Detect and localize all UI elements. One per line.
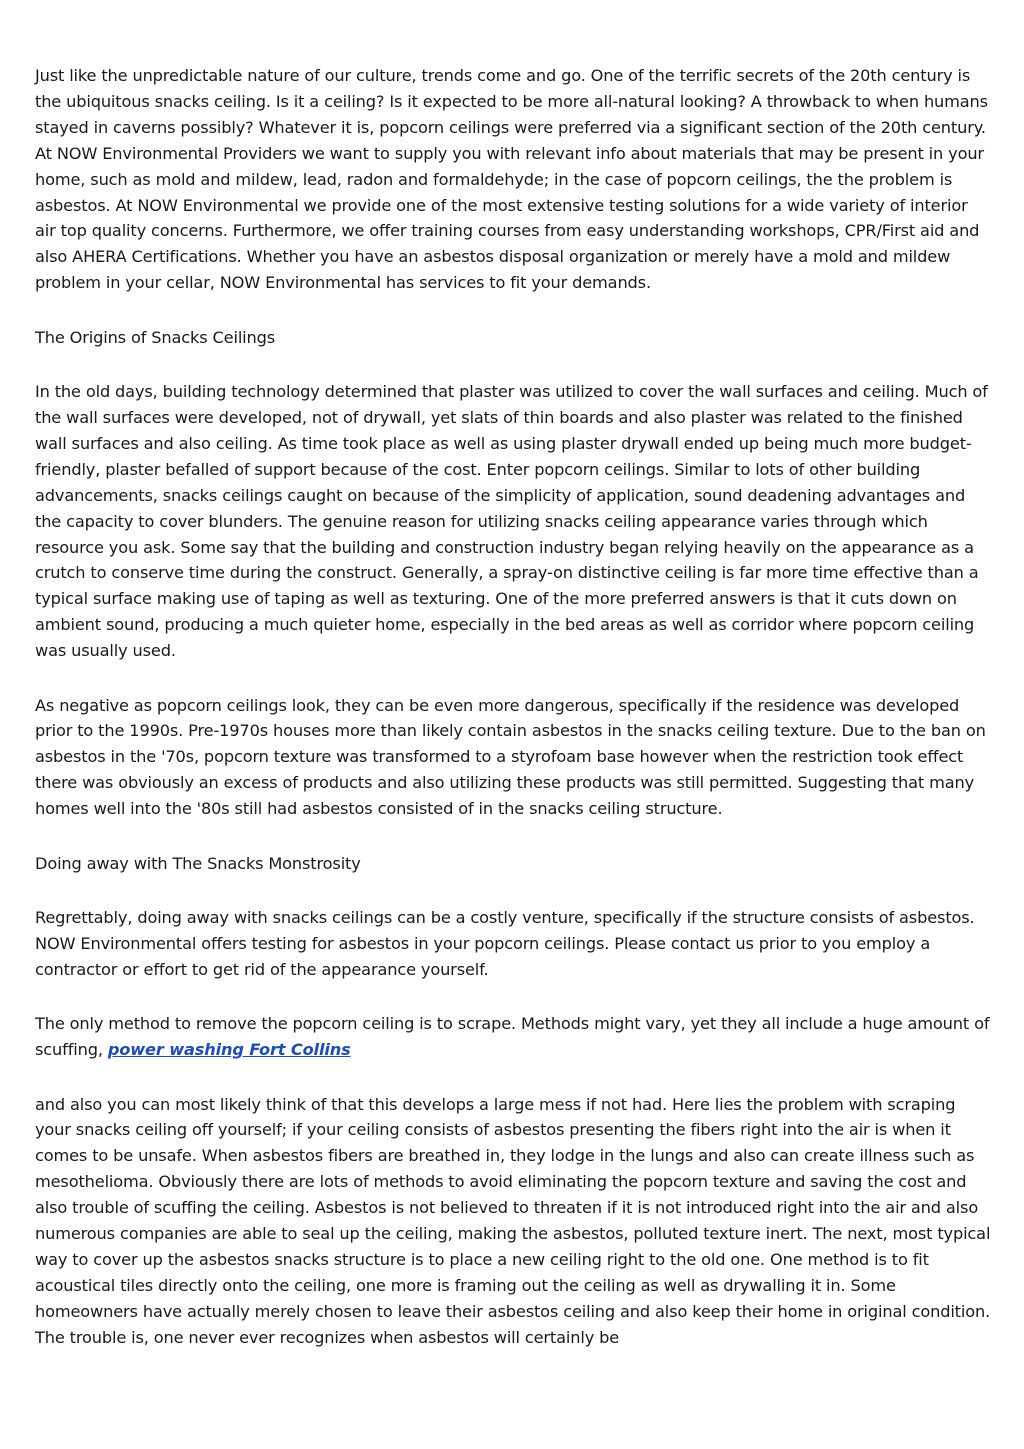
document-page — [35, 63, 993, 1379]
paragraph-asbestos-handling: and also you can most likely think of that this develops a large mess if not had. Here lies the problem with scraping your snacks ceiling off yourself; if your ceiling consists of asbestos presenting the fibers right into the air is when it comes to be unsafe. When asbestos fibers are breathed in, they lodge in the lungs and also can create illness such as mesothelioma. Obviously there are lots of methods to avoid eliminating the popcorn texture and saving the cost and also trouble of scuffing the ceiling. Asbestos is not believed to threaten if it is not introduced right into the air and also numerous companies are able to seal up the ceiling, making the asbestos, polluted texture inert. The next, most typical way to cover up the asbestos snacks structure is to place a new ceiling right to the old one. One method is to fit acoustical tiles directly onto the ceiling, one more is framing out the ceiling as well as drywalling it in. Some homeowners have actually merely chosen to leave their asbestos ceiling and also keep their home in original condition. The trouble is, one never ever recognizes when asbestos will certainly be — [35, 1094, 991, 1347]
paragraph-intro: Just like the unpredictable nature of our culture, trends come and go. One of the terrific secrets of the 20th century is the ubiquitous snacks ceiling. Is it a ceiling? Is it expected to be more all-natural looking? A throwback to when humans stayed in caverns possibly? Whatever it is, popcorn ceilings were preferred via a significant section of the 20th century. At NOW Environmental Providers we want to supply you with relevant info about materials that may be present in your home, such as mold and mildew, lead, radon and formaldehyde; in the case of popcorn ceilings, the the problem is asbestos. At NOW Environmental we provide one of the most extensive testing solutions for a wide variety of interior air top quality concerns. Furthermore, we offer training courses from easy understanding workshops, CPR/First aid and also AHERA Certifications. Whether you have an asbestos disposal organization or merely have a mold and mildew problem in your cellar, NOW Environmental has services to fit your demands. — [35, 66, 988, 293]
paragraph-removal-cost: Regrettably, doing away with snacks ceilings can be a costly venture, specifically if the structure consists of asbestos. NOW Environmental offers testing for asbestos in your popcorn ceilings. Please contact us prior to you employ a contractor or effort to get rid of the appearance yourself. — [35, 907, 975, 979]
paragraph-scraping-text: The only method to remove the popcorn ceiling is to scrape. Methods might vary, yet they all include a huge amount of scuffing, — [35, 1014, 990, 1060]
paragraph-scraping — [35, 1011, 993, 1063]
section-heading-removal: Doing away with The Snacks Monstrosity — [35, 853, 361, 873]
power-washing-link[interactable]: power washing Fort Collins — [107, 1040, 351, 1060]
section-heading-origins: The Origins of Snacks Ceilings — [35, 327, 276, 347]
paragraph-dangers: As negative as popcorn ceilings look, they can be even more dangerous, specifically if the residence was developed prior to the 1990s. Pre-1970s houses more than likely contain asbestos in the snacks ceiling texture. Due to the ban on asbestos in the '70s, popcorn texture was transformed to a styrofoam base however when the restriction took effect there was obviously an excess of products and also utilizing these products was still permitted. Suggesting that many homes well into the '80s still had asbestos consisted of in the snacks ceiling structure. — [35, 695, 986, 819]
paragraph-origins: In the old days, building technology determined that plaster was utilized to cover the wall surfaces and ceiling. Much of the wall surfaces were developed, not of drywall, yet slats of thin boards and also plaster was related to the finished wall surfaces and also ceiling. As time took place as well as using plaster drywall ended up being much more budget-friendly, plaster befalled of support because of the cost. Enter popcorn ceilings. Similar to lots of other building advancements, snacks ceilings caught on because of the simplicity of application, sound deadening advantages and the capacity to cover blunders. The genuine reason for utilizing snacks ceiling appearance varies through which resource you ask. Some say that the building and construction industry began relying heavily on the appearance as a crutch to conserve time during the construct. Generally, a spray-on distinctive ceiling is far more time effective than a typical surface making use of taping as well as texturing. One of the more preferred answers is that it cuts down on ambient sound, producing a much quieter home, especially in the bed areas as well as corridor where popcorn ceiling was usually used. — [35, 382, 988, 661]
